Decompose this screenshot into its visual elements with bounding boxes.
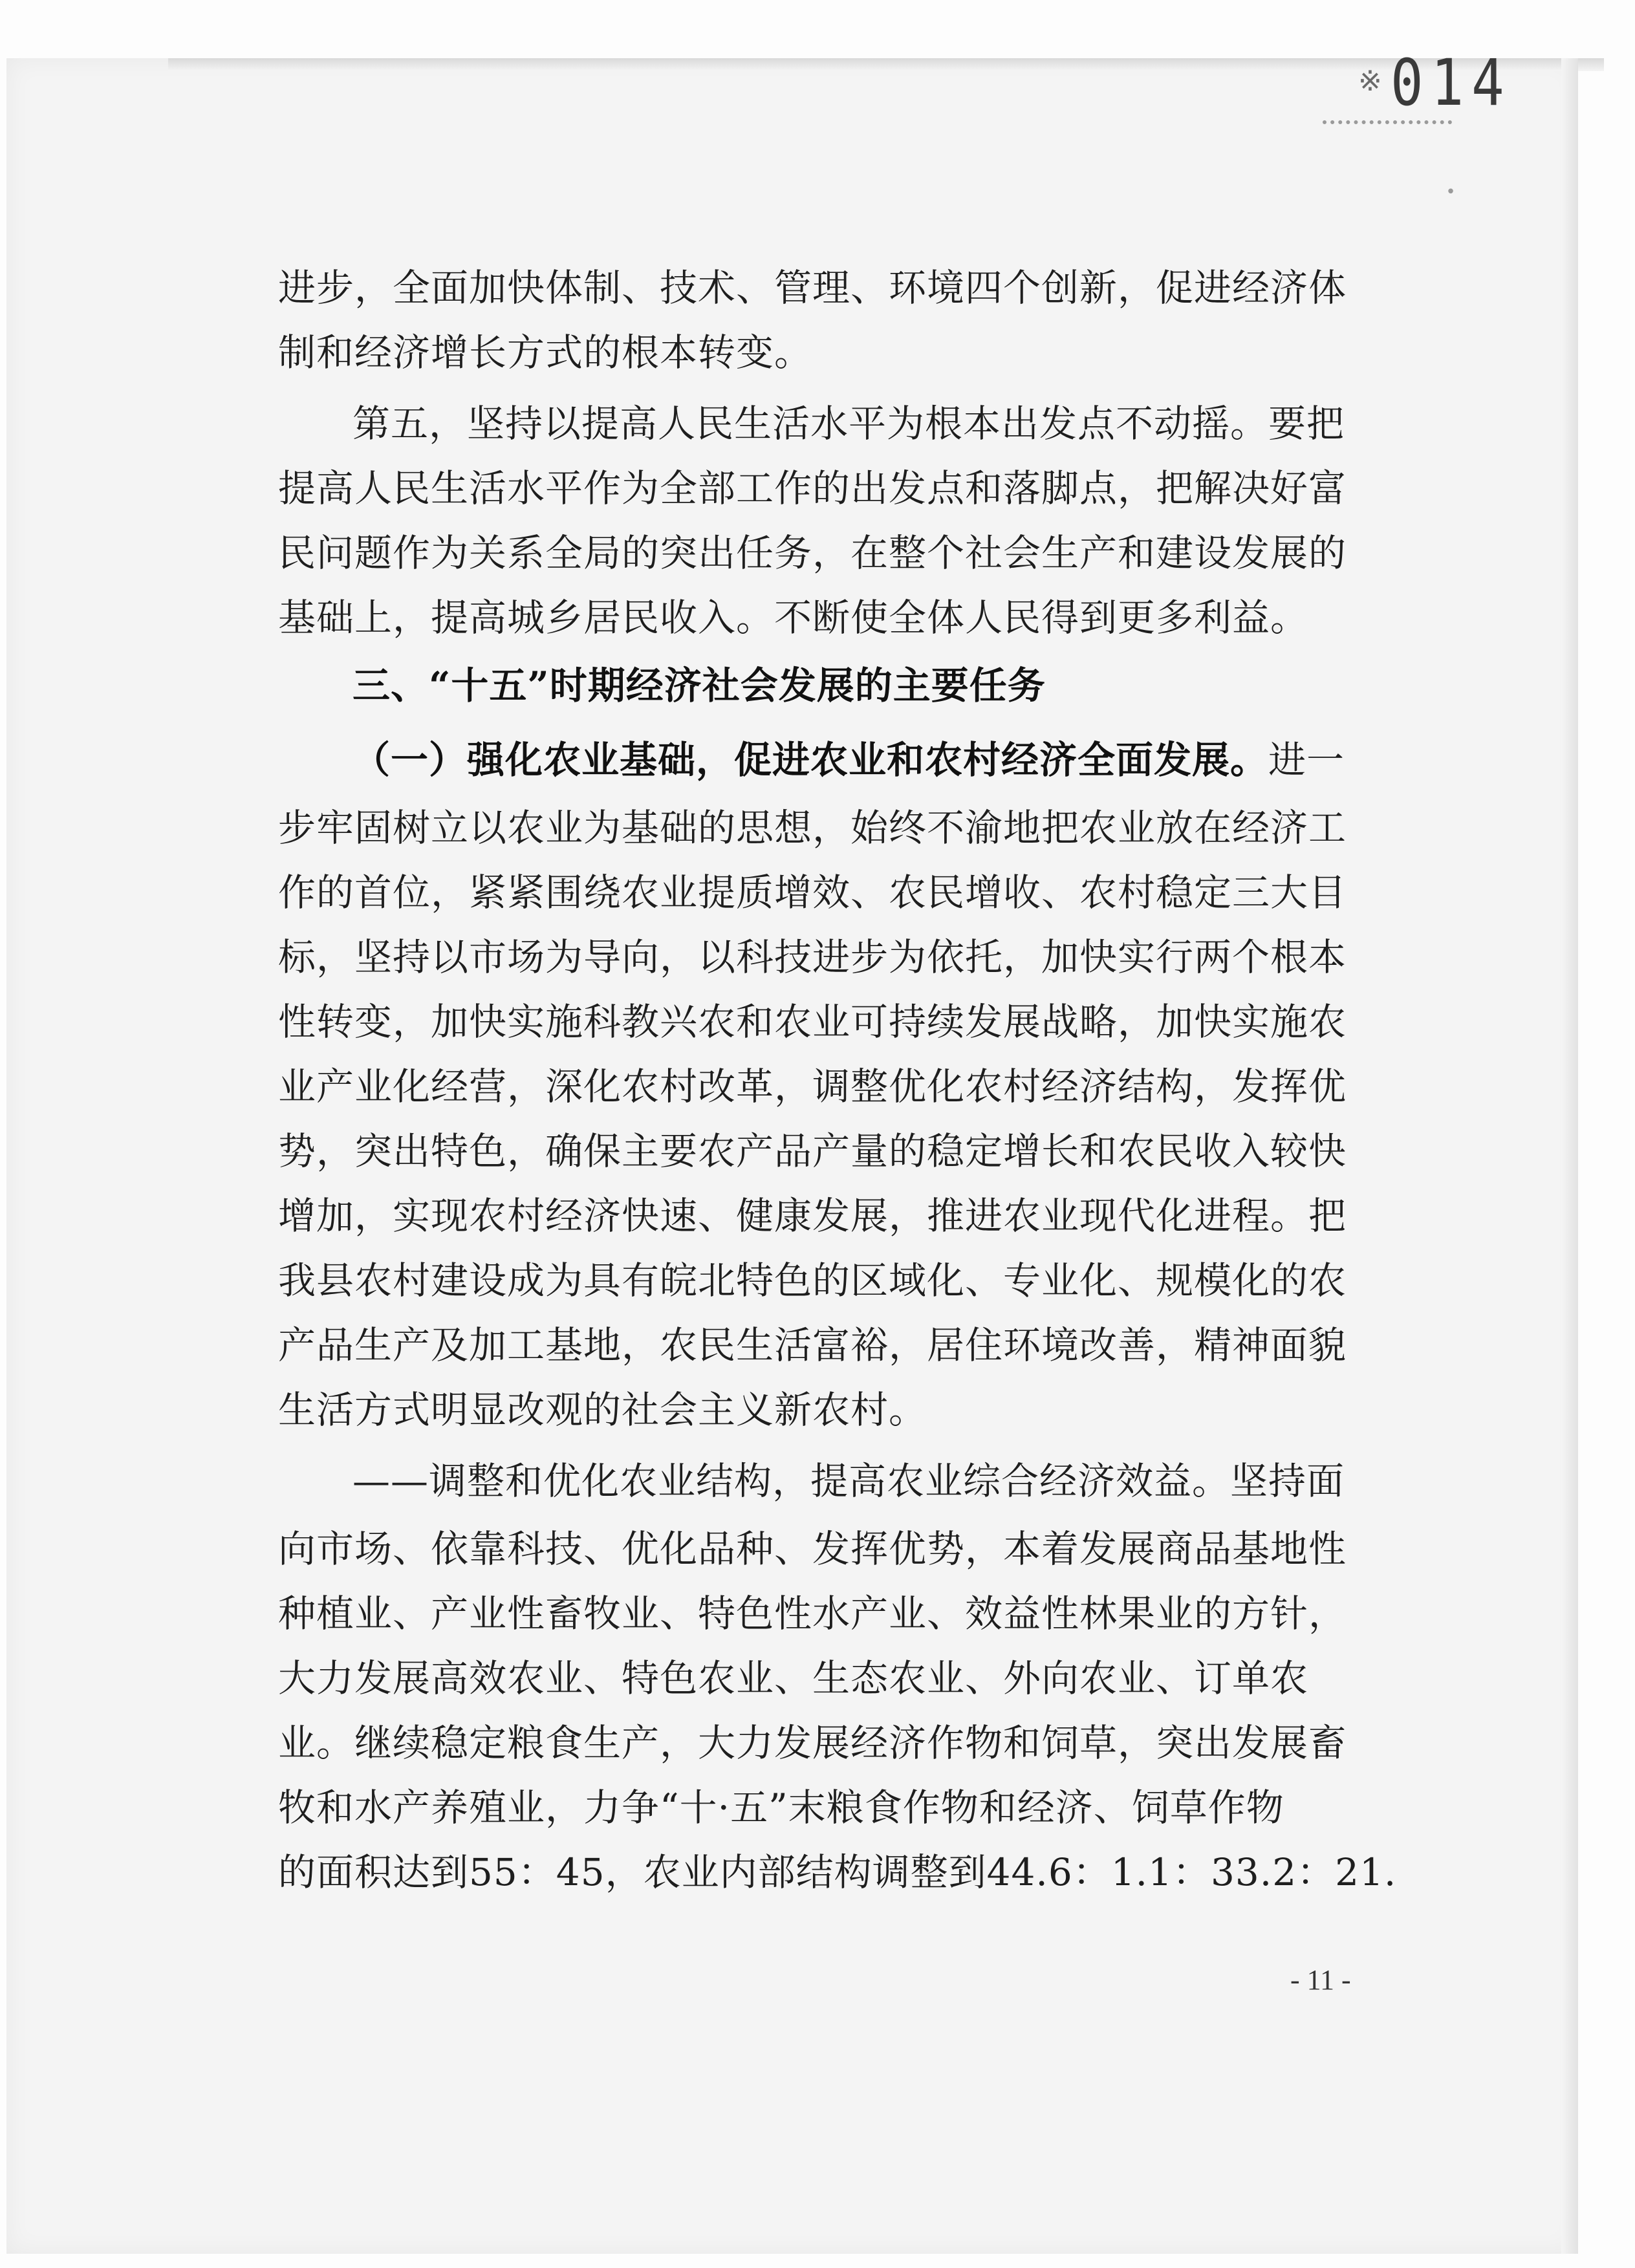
- text-line: 民问题作为关系全局的突出任务，在整个社会生产和建设发展的: [278, 531, 1347, 575]
- text-line: 向市场、依靠科技、优化品种、发挥优势，本着发展商品基地性: [278, 1527, 1347, 1571]
- stamp-underline: [1323, 111, 1452, 124]
- text-line: 势，突出特色，确保主要农产品产量的稳定增长和农民收入较快: [278, 1129, 1347, 1173]
- text-line: 增加，实现农村经济快速、健康发展，推进农业现代化进程。把: [278, 1194, 1347, 1238]
- text-line: 牧和水产养殖业，力争“十·五”末粮食作物和经济、饲草作物: [278, 1786, 1284, 1830]
- text-line: 我县农村建设成为具有皖北特色的区域化、专业化、规模化的农: [278, 1258, 1347, 1302]
- page-number: - 11 -: [1290, 1964, 1351, 1996]
- text-line: 提高人民生活水平作为全部工作的出发点和落脚点，把解决好富: [278, 466, 1347, 510]
- text-line: 性转变，加快实施科教兴农和农业可持续发展战略，加快实施农: [278, 1000, 1347, 1044]
- text-line: 作的首位，紧紧围绕农业提质增效、农民增收、农村稳定三大目: [278, 870, 1347, 914]
- archive-page-number: 014: [1391, 45, 1512, 120]
- text-line: 业。继续稳定粮食生产，大力发展经济作物和饲草，突出发展畜: [278, 1721, 1347, 1765]
- text-line: 进步，全面加快体制、技术、管理、环境四个创新，促进经济体: [278, 266, 1347, 310]
- paragraph-fifth-principle: 第五，坚持以提高人民生活水平为根本出发点不动摇。要把: [352, 402, 1345, 446]
- text-line: 标，坚持以市场为导向，以科技进步为依托，加快实行两个根本: [278, 935, 1347, 979]
- subsection-heading: （一）强化农业基础，促进农业和农村经济全面发展。: [352, 738, 1269, 782]
- text-line: 生活方式明显改观的社会主义新农村。: [278, 1388, 927, 1432]
- text-line: 基础上，提高城乡居民收入。不断使全体人民得到更多利益。: [278, 596, 1309, 640]
- text-line: 大力发展高效农业、特色农业、生态农业、外向农业、订单农: [278, 1656, 1309, 1700]
- text-line: 步牢固树立以农业为基础的思想，始终不渝地把农业放在经济工: [278, 806, 1347, 850]
- paper-top-edge: [168, 58, 1604, 71]
- subsection-heading-line: [352, 724, 1416, 795]
- text-line: 产品生产及加工基地，农民生活富裕，居住环境改善，精神面貌: [278, 1323, 1347, 1367]
- text-line: 制和经济增长方式的根本转变。: [278, 330, 813, 374]
- scan-speck: •: [1446, 182, 1456, 202]
- text-line: 业产业化经营，深化农村改革，调整优化农村经济结构，发挥优: [278, 1064, 1347, 1108]
- section-heading: 三、“十五”时期经济社会发展的主要任务: [352, 664, 1046, 707]
- text-line: 种植业、产业性畜牧业、特色性水产业、效益性林果业的方针，: [278, 1592, 1347, 1636]
- text-line: 的面积达到55：45，农业内部结构调整到44.6：1.1：33.2：21.: [278, 1850, 1397, 1894]
- paragraph-agriculture-structure: ——调整和优化农业结构，提高农业综合经济效益。坚持面: [352, 1459, 1345, 1503]
- text-run: 进一: [1268, 738, 1345, 782]
- paper-right-edge: [1561, 58, 1578, 2254]
- archive-mark: ※: [1358, 65, 1382, 98]
